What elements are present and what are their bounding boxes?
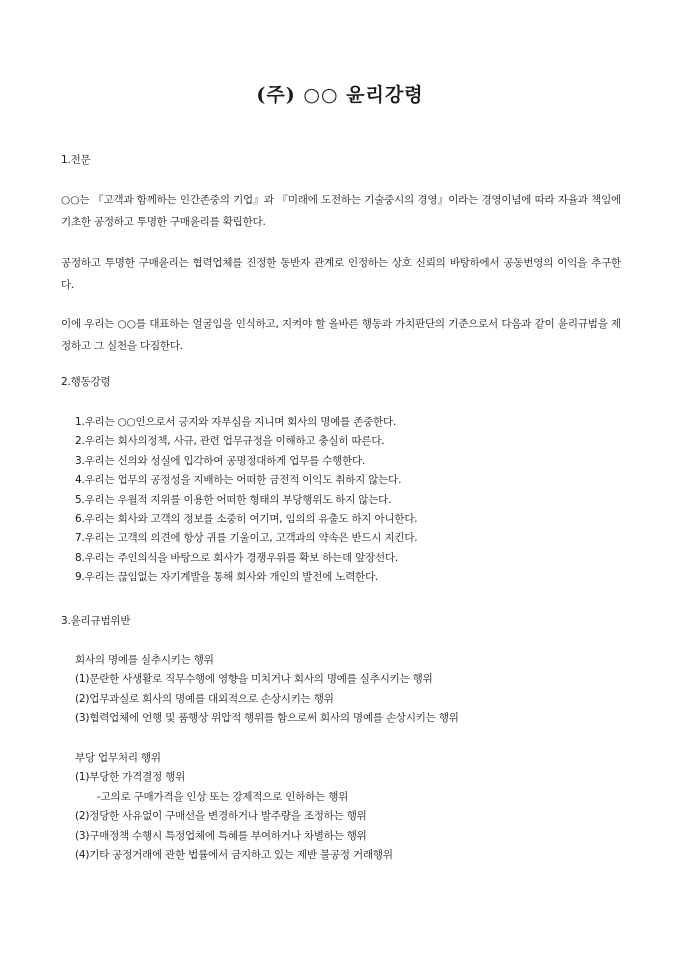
list-item: (1)부당한 가격결정 행위	[75, 771, 186, 784]
section-heading-code-of-conduct: 2.행동강령	[61, 376, 111, 388]
document-title: (주) ○○ 윤리강령	[256, 84, 424, 106]
list-item: (2)업무과실로 회사의 명예를 대외적으로 손상시키는 행위	[75, 692, 334, 705]
list-item: (2)정당한 사유없이 구매선을 변경하거나 발주량을 조정하는 행위	[75, 810, 367, 823]
list-item: (3)협력업체에 언행 및 품행상 위압적 행위를 함으로써 회사의 명예를 손상시키는 행위	[75, 712, 459, 725]
violation-group-improper-work	[75, 749, 393, 865]
list-item: 8.우리는 주인의식을 바탕으로 회사가 경쟁우위를 확보 하는데 앞장선다.	[75, 551, 399, 564]
violation-group-title: 회사의 명예를 실추시키는 행위	[75, 654, 214, 666]
list-item: 1.우리는 ○○인으로서 긍지와 자부심을 지니며 회사의 명예를 존중한다.	[75, 416, 397, 428]
conduct-list	[75, 413, 417, 588]
preamble-paragraph-3: 이에 우리는 ○○를 대표하는 얼굴임을 인식하고, 지켜야 할 올바른 행동과 가치판단의 기준으로서 다음과 같이 윤리규범을 제정하고 그 실천을 다짐한다.	[61, 318, 621, 352]
list-item: 7.우리는 고객의 의견에 항상 귀를 기울이고, 고객과의 약속은 반드시 지킨다.	[75, 532, 418, 545]
list-item: 4.우리는 업무의 공정성을 지배하는 어떠한 금전적 이익도 취하지 않는다.	[75, 474, 402, 487]
section-heading-preamble: 1.전문	[61, 154, 91, 166]
preamble-paragraph-2: 공정하고 투명한 구매윤리는 협력업체를 진정한 동반자 관계로 인정하는 상호 신뢰의 바탕하에서 공동번영의 이익을 추구한다.	[61, 257, 621, 291]
list-item: 2.우리는 회사의정책, 사규, 관련 업무규정을 이해하고 충실히 따른다.	[75, 435, 385, 448]
violation-group-title: 부당 업무처리 행위	[75, 752, 161, 764]
list-subitem: -고의로 구매가격을 인상 또는 강제적으로 인하하는 행위	[97, 790, 349, 803]
section-heading-violations: 3.윤리규범위반	[61, 615, 131, 627]
list-item: (1)문란한 사생활로 직무수행에 영향을 미치거나 회사의 명예를 실추시키는 행위	[75, 673, 433, 686]
preamble-paragraph-1: ○○는 『고객과 함께하는 인간존중의 기업』과 『미래에 도전하는 기술중시의 경영』이라는 경영이념에 따라 자율과 책임에 기초한 공정하고 투명한 구매윤리를 확립한다.	[61, 194, 621, 228]
violation-group-reputation	[75, 651, 459, 729]
list-item: 3.우리는 신의와 성실에 입각하여 공명정대하게 업무를 수행한다.	[75, 454, 366, 467]
list-item: 6.우리는 회사와 고객의 정보를 소중히 여기며, 임의의 유출도 하지 아니한다.	[75, 512, 418, 525]
list-item: (4)기타 공정거래에 관한 법률에서 금지하고 있는 제반 불공정 거래행위	[75, 848, 393, 861]
list-item: 5.우리는 우월적 지위를 이용한 어떠한 형태의 부당행위도 하지 않는다.	[75, 493, 392, 506]
list-item: (3)구매정책 수행시 특정업체에 특혜를 부여하거나 차별하는 행위	[75, 829, 367, 842]
list-item: 9.우리는 끊임없는 자기계발을 통해 회사와 개인의 발전에 노력한다.	[75, 571, 379, 584]
